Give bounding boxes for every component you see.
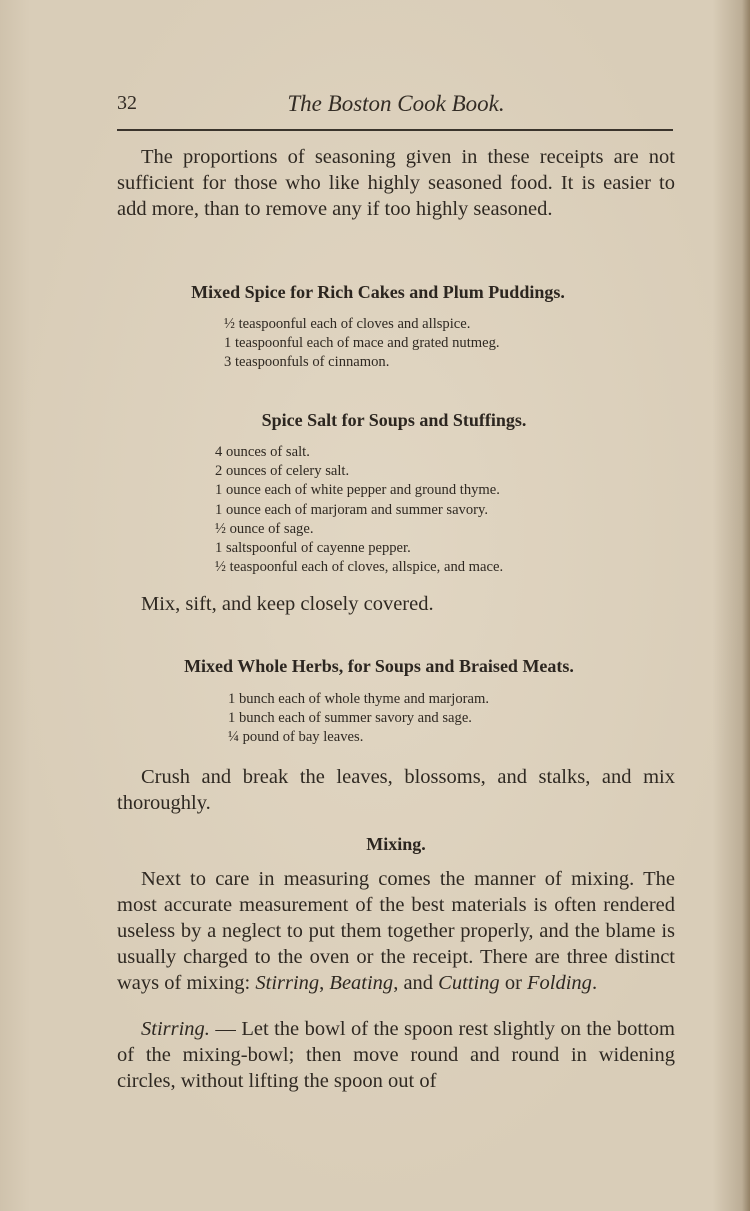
- list-item: 1 bunch each of summer savory and sage.: [228, 710, 472, 727]
- list-item: 1 teaspoonful each of mace and grated nutmeg.: [224, 335, 500, 352]
- separator: or: [499, 972, 528, 994]
- header-rule: [117, 129, 673, 131]
- list-item: 4 ounces of salt.: [215, 444, 310, 460]
- stirring-text: — Let the bowl of the spoon rest slightly on the bottom of the mixing-bowl; then move round and round in widening circles, without lifting the spoon out of: [117, 1018, 675, 1092]
- method-cutting: Cutting: [438, 972, 500, 994]
- list-item: ½ teaspoonful each of cloves, allspice, and mace.: [215, 559, 504, 576]
- list-item: ½ teaspoonful each of cloves and allspice.: [224, 316, 471, 332]
- book-title: The Boston Cook Book.: [287, 91, 505, 116]
- list-item: 2 ounces of celery salt.: [215, 463, 350, 480]
- page-edge-shadow: [742, 0, 750, 1211]
- separator: ,: [319, 972, 330, 994]
- list-item: ½ ounce of sage.: [215, 520, 314, 537]
- separator: , and: [393, 972, 439, 994]
- whole-herbs-note: Crush and break the leaves, blossoms, and stalks, and mix thoroughly.: [117, 766, 675, 814]
- section-heading-whole-herbs: Mixed Whole Herbs, for Soups and Braised Meats.: [184, 656, 574, 676]
- sentence-end: .: [591, 972, 598, 994]
- stirring-label: Stirring.: [141, 1018, 210, 1040]
- section-heading-mixing: Mixing.: [366, 834, 426, 854]
- list-item: 3 teaspoonfuls of cinnamon.: [224, 354, 390, 371]
- list-item: 1 ounce each of white pepper and ground thyme.: [215, 482, 500, 499]
- method-beating: Beating: [329, 972, 394, 994]
- whole-herbs-ingredients: [228, 690, 489, 748]
- list-item: ¼ pound of bay leaves.: [228, 729, 364, 746]
- mixing-paragraph: [117, 866, 675, 996]
- page-number: 32: [117, 92, 137, 114]
- list-item: 1 saltspoonful of cayenne pepper.: [215, 540, 411, 557]
- section-heading-mixed-spice: Mixed Spice for Rich Cakes and Plum Puddings.: [191, 282, 565, 302]
- method-stirring: Stirring: [255, 972, 320, 994]
- spice-salt-ingredients: [215, 443, 503, 577]
- spice-salt-note: Mix, sift, and keep closely covered.: [141, 593, 434, 615]
- list-item: 1 bunch each of whole thyme and marjoram.: [228, 691, 489, 707]
- list-item: 1 ounce each of marjoram and summer savory.: [215, 501, 488, 518]
- intro-paragraph: The proportions of seasoning given in these receipts are not sufficient for those who like highly seasoned food. It is easier to add more, than to remove any if too highly seasoned.: [117, 146, 675, 220]
- stirring-paragraph: [117, 1016, 675, 1094]
- method-folding: Folding: [527, 972, 592, 994]
- running-head: [117, 92, 675, 122]
- section-heading-spice-salt: Spice Salt for Soups and Stuffings.: [261, 410, 527, 430]
- mixing-paragraph-text: Next to care in measuring comes the manner of mixing. The most accurate measurement of the best materials is often rendered useless by a neglect to put them together properly, and the blame is usually charged to the oven or the receipt. There are three distinct ways of mixing:: [117, 868, 675, 994]
- mixed-spice-ingredients: [224, 315, 500, 373]
